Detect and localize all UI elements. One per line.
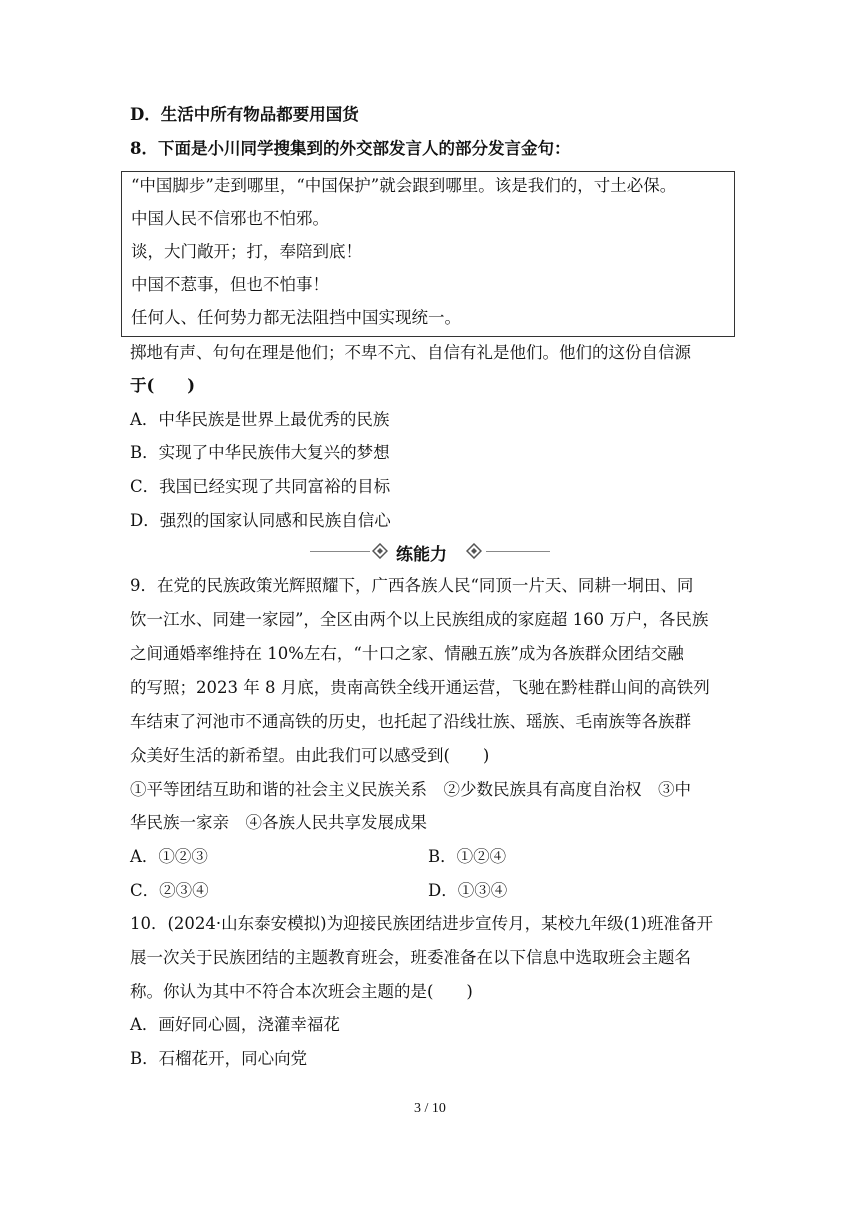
q10-line: 称。你认为其中不符合本次班会主题的是( ) — [130, 982, 473, 1001]
q9-line: ①平等团结互助和谐的社会主义民族关系 ②少数民族具有高度自治权 ③中 — [130, 780, 691, 799]
section-title: 练能力 — [396, 545, 447, 565]
q9-line: 众美好生活的新希望。由此我们可以感受到( ) — [130, 746, 490, 765]
q9-option-d: D．①③④ — [428, 881, 508, 900]
page-number: 3 / 10 — [414, 1101, 446, 1116]
q10-option-a: A．画好同心圆，浇灌幸福花 — [130, 1015, 340, 1034]
divider-left — [310, 551, 370, 552]
q9-line: 之间通婚率维持在 10%左右，“十口之家、情融五族”成为各族群众团结交融 — [130, 644, 684, 663]
q9-line: 的写照；2023 年 8 月底，贵南高铁全线开通运营，飞驰在黔桂群山间的高铁列 — [130, 678, 710, 697]
q9-line: 9．在党的民族政策光辉照耀下，广西各族人民“同顶一片天、同耕一垌田、同 — [130, 576, 694, 595]
q9-line: 华民族一家亲 ④各族人民共享发展成果 — [130, 813, 427, 832]
q10-line: 10．(2024·山东泰安模拟)为迎接民族团结进步宣传月，某校九年级(1)班准备开 — [130, 914, 713, 933]
q7-option-d: D．生活中所有物品都要用国货 — [130, 105, 359, 124]
diamond-icon — [466, 543, 482, 559]
q9-line: 车结束了河池市不通高铁的历史，也托起了沿线壮族、瑶族、毛南族等各族群 — [130, 712, 691, 731]
q8-blank: 于( ) — [130, 376, 196, 395]
q9-option-c: C．②③④ — [130, 881, 209, 900]
quote-line: 中国人民不信邪也不怕邪。 — [131, 209, 329, 228]
q9-line: 饮一江水、同建一家园”，全区由两个以上民族组成的家庭超 160 万户，各民族 — [130, 610, 709, 629]
diamond-icon — [372, 543, 388, 559]
q8-continuation: 掷地有声、句句在理是他们；不卑不亢、自信有礼是他们。他们的这份自信源 — [130, 343, 691, 362]
q8-option-c: C．我国已经实现了共同富裕的目标 — [130, 477, 391, 496]
quote-line: “中国脚步”走到哪里，“中国保护”就会跟到哪里。该是我们的，寸土必保。 — [131, 176, 677, 195]
q8-option-a: A．中华民族是世界上最优秀的民族 — [130, 410, 390, 429]
q8-quote-box — [121, 171, 735, 337]
quote-line: 中国不惹事，但也不怕事！ — [131, 275, 329, 294]
q9-option-a: A．①②③ — [130, 847, 208, 866]
section-header — [310, 538, 550, 566]
q10-option-b: B．石榴花开，同心向党 — [130, 1049, 308, 1068]
divider-right — [486, 551, 550, 552]
quote-line: 谈，大门敞开；打，奉陪到底！ — [131, 242, 362, 261]
q8-stem: 8．下面是小川同学搜集到的外交部发言人的部分发言金句： — [130, 139, 571, 158]
quote-line: 任何人、任何势力都无法阻挡中国实现统一。 — [131, 308, 461, 327]
q8-option-d: D．强烈的国家认同感和民族自信心 — [130, 511, 391, 530]
q9-option-b: B．①②④ — [428, 847, 507, 866]
q10-line: 展一次关于民族团结的主题教育班会，班委准备在以下信息中选取班会主题名 — [130, 948, 691, 967]
q8-option-b: B．实现了中华民族伟大复兴的梦想 — [130, 443, 390, 462]
